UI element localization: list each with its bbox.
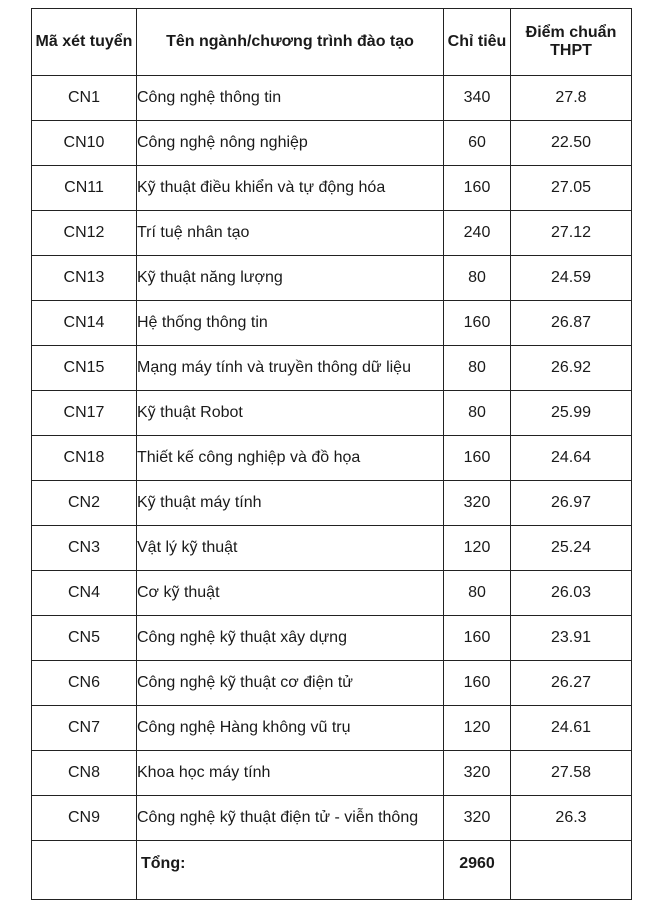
- row-code: CN13: [32, 256, 137, 301]
- row-quota: 160: [444, 301, 511, 346]
- row-score: 25.24: [511, 526, 632, 571]
- row-score: 24.59: [511, 256, 632, 301]
- row-program-name: Kỹ thuật năng lượng: [137, 256, 444, 301]
- row-score: 26.3: [511, 796, 632, 841]
- row-program-name: Hệ thống thông tin: [137, 301, 444, 346]
- table-row: [32, 526, 632, 571]
- table-row: [32, 571, 632, 616]
- row-quota: 340: [444, 76, 511, 121]
- table-row: [32, 436, 632, 481]
- row-program-name: Kỹ thuật điều khiển và tự động hóa: [137, 166, 444, 211]
- row-quota: 160: [444, 661, 511, 706]
- row-program-name: Kỹ thuật Robot: [137, 391, 444, 436]
- table-row: [32, 166, 632, 211]
- row-program-name: Vật lý kỹ thuật: [137, 526, 444, 571]
- row-code: CN8: [32, 751, 137, 796]
- row-score: 27.05: [511, 166, 632, 211]
- row-score: 26.87: [511, 301, 632, 346]
- row-program-name: Công nghệ kỹ thuật điện tử - viễn thông: [137, 796, 444, 841]
- row-score: 24.64: [511, 436, 632, 481]
- table-row: [32, 211, 632, 256]
- row-program-name: Công nghệ nông nghiệp: [137, 121, 444, 166]
- row-score: 23.91: [511, 616, 632, 661]
- row-program-name: Thiết kế công nghiệp và đồ họa: [137, 436, 444, 481]
- admission-score-table: [31, 8, 632, 900]
- row-quota: 160: [444, 616, 511, 661]
- header-quota: Chỉ tiêu: [444, 9, 511, 76]
- table-header: [32, 9, 632, 76]
- row-quota: 80: [444, 391, 511, 436]
- row-score: 27.58: [511, 751, 632, 796]
- row-score: 25.99: [511, 391, 632, 436]
- total-quota: 2960: [444, 841, 511, 900]
- row-quota: 120: [444, 526, 511, 571]
- row-program-name: Mạng máy tính và truyền thông dữ liệu: [137, 346, 444, 391]
- row-code: CN5: [32, 616, 137, 661]
- total-score-cell: [511, 841, 632, 900]
- row-score: 26.27: [511, 661, 632, 706]
- row-quota: 240: [444, 211, 511, 256]
- row-code: CN12: [32, 211, 137, 256]
- table-row: [32, 391, 632, 436]
- row-score: 27.8: [511, 76, 632, 121]
- table-row: [32, 121, 632, 166]
- row-code: CN4: [32, 571, 137, 616]
- row-code: CN1: [32, 76, 137, 121]
- table-row: [32, 616, 632, 661]
- header-code: Mã xét tuyển: [32, 9, 137, 76]
- row-code: CN10: [32, 121, 137, 166]
- row-code: CN7: [32, 706, 137, 751]
- row-program-name: Khoa học máy tính: [137, 751, 444, 796]
- row-quota: 60: [444, 121, 511, 166]
- row-quota: 80: [444, 346, 511, 391]
- row-code: CN9: [32, 796, 137, 841]
- row-program-name: Kỹ thuật máy tính: [137, 481, 444, 526]
- row-code: CN11: [32, 166, 137, 211]
- total-label: Tổng:: [137, 841, 444, 900]
- total-row: [32, 841, 632, 900]
- row-quota: 160: [444, 166, 511, 211]
- row-program-name: Trí tuệ nhân tạo: [137, 211, 444, 256]
- table-row: [32, 706, 632, 751]
- table-row: [32, 346, 632, 391]
- table-row: [32, 661, 632, 706]
- header-score: Điểm chuẩn THPT: [511, 9, 632, 76]
- row-code: CN14: [32, 301, 137, 346]
- row-score: 24.61: [511, 706, 632, 751]
- row-code: CN6: [32, 661, 137, 706]
- table-row: [32, 76, 632, 121]
- row-quota: 80: [444, 256, 511, 301]
- row-program-name: Công nghệ kỹ thuật xây dựng: [137, 616, 444, 661]
- table-row: [32, 481, 632, 526]
- row-score: 26.92: [511, 346, 632, 391]
- row-program-name: Công nghệ thông tin: [137, 76, 444, 121]
- row-quota: 160: [444, 436, 511, 481]
- total-code-cell: [32, 841, 137, 900]
- row-score: 27.12: [511, 211, 632, 256]
- row-code: CN15: [32, 346, 137, 391]
- table-body: [32, 76, 632, 841]
- row-score: 26.03: [511, 571, 632, 616]
- row-code: CN17: [32, 391, 137, 436]
- row-program-name: Công nghệ Hàng không vũ trụ: [137, 706, 444, 751]
- row-program-name: Cơ kỹ thuật: [137, 571, 444, 616]
- header-program-name: Tên ngành/chương trình đào tạo: [137, 9, 444, 76]
- table-row: [32, 751, 632, 796]
- row-score: 26.97: [511, 481, 632, 526]
- table-row: [32, 256, 632, 301]
- row-quota: 120: [444, 706, 511, 751]
- row-code: CN3: [32, 526, 137, 571]
- table-footer: [32, 841, 632, 900]
- row-code: CN2: [32, 481, 137, 526]
- row-quota: 80: [444, 571, 511, 616]
- row-quota: 320: [444, 751, 511, 796]
- row-score: 22.50: [511, 121, 632, 166]
- row-quota: 320: [444, 796, 511, 841]
- row-program-name: Công nghệ kỹ thuật cơ điện tử: [137, 661, 444, 706]
- header-row: [32, 9, 632, 76]
- table-row: [32, 301, 632, 346]
- row-quota: 320: [444, 481, 511, 526]
- table-row: [32, 796, 632, 841]
- row-code: CN18: [32, 436, 137, 481]
